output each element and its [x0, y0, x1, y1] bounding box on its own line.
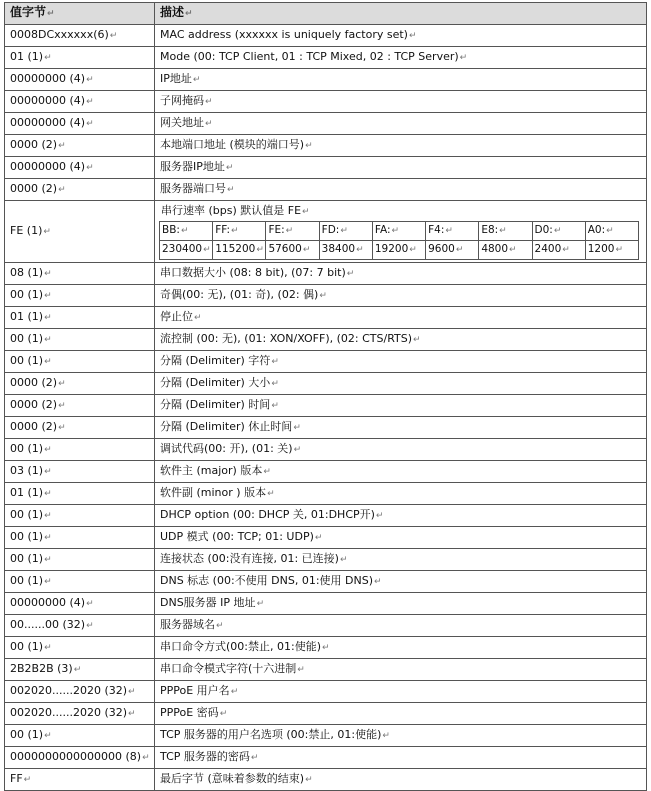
table-row	[5, 659, 647, 681]
bytes-cell: 0000 (2)↵	[5, 179, 155, 201]
bytes-cell: 002020......2020 (32)↵	[5, 703, 155, 725]
description-cell: 服务器端口号↵	[155, 179, 647, 201]
table-row	[5, 285, 647, 307]
baud-rate-cell: 4800↵	[479, 241, 532, 260]
bytes-cell: 00 (1)↵	[5, 505, 155, 527]
description-cell: 软件主 (major) 版本↵	[155, 461, 647, 483]
bytes-cell: 0000000000000000 (8)↵	[5, 747, 155, 769]
baud-rate-row	[5, 201, 647, 263]
bytes-cell: 00 (1)↵	[5, 439, 155, 461]
baud-rate-cell: 115200↵	[213, 241, 266, 260]
bytes-cell: 00 (1)↵	[5, 549, 155, 571]
bytes-cell: 00000000 (4)↵	[5, 113, 155, 135]
description-cell: 奇偶(00: 无), (01: 奇), (02: 偶)↵	[155, 285, 647, 307]
table-row	[5, 329, 647, 351]
table-row	[5, 747, 647, 769]
bytes-cell: 01 (1)↵	[5, 483, 155, 505]
baud-code-cell: A0:↵	[585, 222, 638, 241]
table-row	[5, 25, 647, 47]
table-row	[5, 69, 647, 91]
table-row	[5, 571, 647, 593]
bytes-cell: 00 (1)↵	[5, 527, 155, 549]
baud-rate-cell: 2400↵	[532, 241, 585, 260]
table-row	[5, 615, 647, 637]
bytes-cell: 00 (1)↵	[5, 329, 155, 351]
baud-code-cell: D0:↵	[532, 222, 585, 241]
bytes-cell: 0000 (2)↵	[5, 135, 155, 157]
description-cell: 停止位↵	[155, 307, 647, 329]
description-cell: TCP 服务器的密码↵	[155, 747, 647, 769]
bytes-cell: 01 (1)↵	[5, 307, 155, 329]
bytes-cell: 0000 (2)↵	[5, 395, 155, 417]
description-cell: DNS服务器 IP 地址↵	[155, 593, 647, 615]
baud-rate-table	[159, 221, 639, 260]
baud-code-cell: FA:↵	[372, 222, 425, 241]
description-cell: 本地端口地址 (模块的端口号)↵	[155, 135, 647, 157]
description-cell: 串口命令方式(00:禁止, 01:使能)↵	[155, 637, 647, 659]
table-row	[5, 351, 647, 373]
description-cell: 软件副 (minor ) 版本↵	[155, 483, 647, 505]
bytes-cell: 00 (1)↵	[5, 285, 155, 307]
bytes-cell: 00000000 (4)↵	[5, 69, 155, 91]
baud-code-cell: FF:↵	[213, 222, 266, 241]
bytes-cell: 01 (1)↵	[5, 47, 155, 69]
description-cell: 分隔 (Delimiter) 字符↵	[155, 351, 647, 373]
description-cell: 分隔 (Delimiter) 大小↵	[155, 373, 647, 395]
table-row	[5, 179, 647, 201]
table-row	[5, 505, 647, 527]
header-description: 描述↵	[155, 3, 647, 25]
baud-rate-cell: 1200↵	[585, 241, 638, 260]
table-row	[5, 769, 647, 791]
baud-rate-cell: 9600↵	[426, 241, 479, 260]
baud-rate-cell: 57600↵	[266, 241, 319, 260]
bytes-cell: 0000 (2)↵	[5, 373, 155, 395]
description-cell: 网关地址↵	[155, 113, 647, 135]
table-row	[5, 637, 647, 659]
table-row	[5, 439, 647, 461]
table-row	[5, 549, 647, 571]
description-cell: 分隔 (Delimiter) 时间↵	[155, 395, 647, 417]
description-cell: UDP 模式 (00: TCP; 01: UDP)↵	[155, 527, 647, 549]
baud-code-cell: E8:↵	[479, 222, 532, 241]
description-cell: IP地址↵	[155, 69, 647, 91]
description-cell: 调试代码(00: 开), (01: 关)↵	[155, 439, 647, 461]
description-cell: PPPoE 用户名↵	[155, 681, 647, 703]
table-row	[5, 373, 647, 395]
description-cell: DNS 标志 (00:不使用 DNS, 01:使用 DNS)↵	[155, 571, 647, 593]
description-cell: 子网掩码↵	[155, 91, 647, 113]
bytes-cell: 00000000 (4)↵	[5, 91, 155, 113]
description-cell: Mode (00: TCP Client, 01 : TCP Mixed, 02 : TCP Server)↵	[155, 47, 647, 69]
baud-code-cell: FE:↵	[266, 222, 319, 241]
description-cell: 服务器域名↵	[155, 615, 647, 637]
bytes-cell: 00 (1)↵	[5, 725, 155, 747]
bytes-cell: 03 (1)↵	[5, 461, 155, 483]
bytes-cell: 00 (1)↵	[5, 351, 155, 373]
description-cell: DHCP option (00: DHCP 关, 01:DHCP开)↵	[155, 505, 647, 527]
table-row	[5, 527, 647, 549]
table-row	[5, 307, 647, 329]
baud-rates-row	[160, 241, 639, 260]
bytes-cell: 00000000 (4)↵	[5, 593, 155, 615]
baud-rate-cell: 230400↵	[160, 241, 213, 260]
table-row	[5, 461, 647, 483]
description-cell: MAC address (xxxxxx is uniquely factory set)↵	[155, 25, 647, 47]
parameter-table	[4, 2, 647, 791]
bytes-cell: FF↵	[5, 769, 155, 791]
table-header-row	[5, 3, 647, 25]
description-cell: 流控制 (00: 无), (01: XON/XOFF), (02: CTS/RTS)↵	[155, 329, 647, 351]
bytes-cell: 08 (1)↵	[5, 263, 155, 285]
table-row	[5, 703, 647, 725]
table-row	[5, 725, 647, 747]
description-cell: 串口命令模式字符(十六进制↵	[155, 659, 647, 681]
table-row	[5, 47, 647, 69]
description-cell: 串口数据大小 (08: 8 bit), (07: 7 bit)↵	[155, 263, 647, 285]
bytes-cell: 002020......2020 (32)↵	[5, 681, 155, 703]
baud-code-cell: BB:↵	[160, 222, 213, 241]
parameter-table-page	[4, 2, 646, 791]
bytes-cell: 00 (1)↵	[5, 571, 155, 593]
table-row	[5, 593, 647, 615]
table-row	[5, 395, 647, 417]
header-bytes: 值字节↵	[5, 3, 155, 25]
description-cell: 分隔 (Delimiter) 休止时间↵	[155, 417, 647, 439]
table-row	[5, 91, 647, 113]
description-cell: 连接状态 (00:没有连接, 01: 已连接)↵	[155, 549, 647, 571]
table-row	[5, 681, 647, 703]
description-cell: 服务器IP地址↵	[155, 157, 647, 179]
bytes-cell: 0008DCxxxxxx(6)↵	[5, 25, 155, 47]
bytes-cell: 0000 (2)↵	[5, 417, 155, 439]
bytes-cell: 00 (1)↵	[5, 637, 155, 659]
baud-rate-cell: 38400↵	[319, 241, 372, 260]
baud-code-cell: F4:↵	[426, 222, 479, 241]
bytes-cell: 00......00 (32)↵	[5, 615, 155, 637]
bytes-cell: 2B2B2B (3)↵	[5, 659, 155, 681]
table-row	[5, 157, 647, 179]
table-row	[5, 483, 647, 505]
description-cell: TCP 服务器的用户名选项 (00:禁止, 01:使能)↵	[155, 725, 647, 747]
description-cell: 最后字节 (意味着参数的结束)↵	[155, 769, 647, 791]
baud-bytes-cell: FE (1)↵	[5, 201, 155, 263]
table-row	[5, 113, 647, 135]
description-cell: PPPoE 密码↵	[155, 703, 647, 725]
baud-description-cell	[155, 201, 647, 263]
table-row	[5, 263, 647, 285]
baud-code-cell: FD:↵	[319, 222, 372, 241]
baud-title: 串行速率 (bps) 默认值是 FE↵	[161, 204, 310, 217]
baud-rate-cell: 19200↵	[372, 241, 425, 260]
table-row	[5, 417, 647, 439]
bytes-cell: 00000000 (4)↵	[5, 157, 155, 179]
baud-codes-row	[160, 222, 639, 241]
table-row	[5, 135, 647, 157]
